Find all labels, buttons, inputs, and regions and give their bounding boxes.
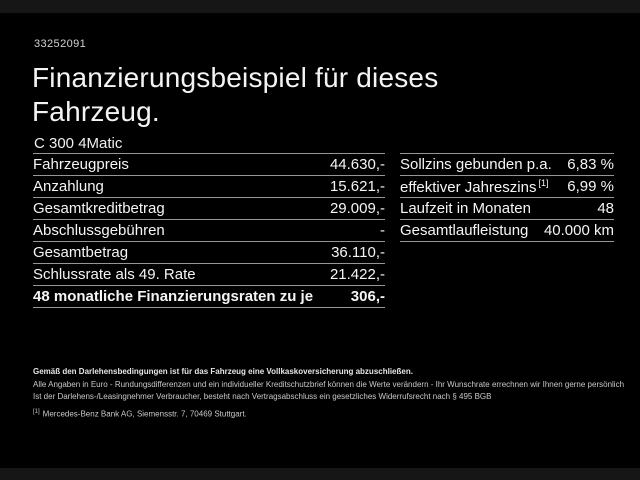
footnote-marker: [1]	[538, 177, 549, 188]
row-value: 6,83 %	[567, 156, 614, 173]
bank-footnote	[33, 406, 633, 421]
row-label: Laufzeit in Monaten	[400, 200, 531, 217]
table-row	[33, 242, 385, 264]
page-title-line2: Fahrzeug.	[32, 96, 160, 127]
row-label: Sollzins gebunden p.a.	[400, 156, 552, 173]
row-label: Gesamtbetrag	[33, 244, 129, 261]
row-label: Schlussrate als 49. Rate	[33, 266, 196, 283]
row-label: Anzahlung	[33, 178, 104, 195]
row-label: Fahrzeugpreis	[33, 156, 129, 173]
row-value: 15.621,-	[329, 178, 385, 195]
table-row	[400, 220, 614, 242]
letterbox-bottom	[0, 468, 640, 480]
conditions-table	[400, 153, 614, 242]
row-value: -	[380, 222, 385, 239]
finance-table	[33, 153, 385, 308]
insurance-note: Gemäß den Darlehensbedingungen ist für das Fahrzeug eine Vollkaskoversicherung abzuschließen.	[33, 367, 413, 376]
monthly-rate-row	[33, 286, 385, 308]
vehicle-model: C 300 4Matic	[34, 135, 123, 152]
row-value: 29.009,-	[329, 200, 385, 217]
table-row	[33, 154, 385, 176]
row-value: 306,-	[350, 288, 385, 305]
table-row	[400, 176, 614, 198]
page-title	[32, 61, 438, 129]
row-label: Abschlussgebühren	[33, 222, 165, 239]
footnote-text: Mercedes-Benz Bank AG, Siemensstr. 7, 70469 Stuttgart.	[42, 409, 247, 419]
footnote-marker: [1]	[33, 408, 40, 415]
table-row	[33, 198, 385, 220]
page-title-line1: Finanzierungsbeispiel für dieses	[32, 62, 439, 93]
table-row	[33, 220, 385, 242]
reference-number: 33252091	[34, 38, 87, 50]
row-value: 40.000 km	[543, 222, 614, 239]
disclaimer-line: Alle Angaben in Euro - Rundungsdifferenzen und ein individueller Kreditschutzbrief können die Werte verändern - Ihr Wunschrate errechnen wir Ihnen gerne persönlich	[33, 379, 625, 389]
table-row	[33, 264, 385, 286]
row-value: 36.110,-	[331, 244, 385, 261]
table-row	[400, 198, 614, 220]
letterbox-top	[0, 0, 640, 13]
row-value: 6,99 %	[567, 178, 614, 195]
row-value: 21.422,-	[329, 266, 385, 283]
table-row	[33, 176, 385, 198]
withdrawal-line: Ist der Darlehens-/Leasingnehmer Verbraucher, besteht nach Vertragsabschluss ein gesetzliches Widerrufsrecht nach § 495 BGB	[33, 392, 492, 401]
row-label: Gesamtlaufleistung	[400, 222, 529, 239]
legal-text-block	[33, 366, 633, 421]
table-row	[400, 154, 614, 176]
row-value: 44.630,-	[329, 156, 385, 173]
row-value: 48	[597, 200, 614, 217]
row-label: Gesamtkreditbetrag	[33, 200, 165, 217]
row-label: effektiver Jahreszins	[400, 178, 537, 196]
row-label: 48 monatliche Finanzierungsraten zu je	[33, 288, 314, 305]
